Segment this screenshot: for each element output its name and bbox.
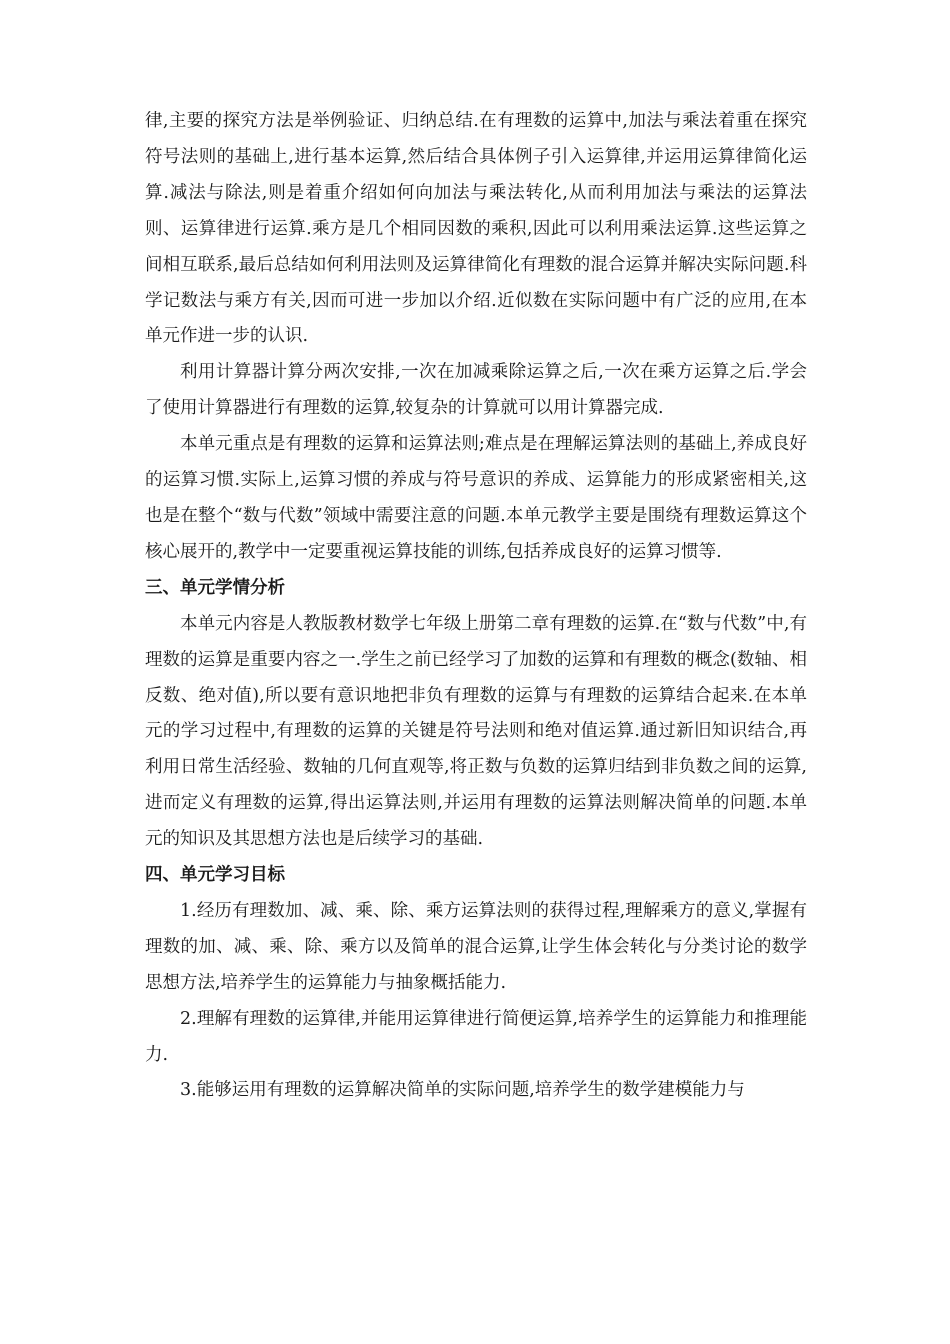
paragraph-key-points: 本单元重点是有理数的运算和运算法则;难点是在理解运算法则的基础上,养成良好的运算习惯.实际上,运算习惯的养成与符号意识的养成、运算能力的形成紧密相关,这也是在整个“数与代数”领域中需要注意的问题.本单元教学主要是围绕有理数运算这个核心展开的,教学中一定要重视运算技能的训练,包括养成良好的运算习惯等. bbox=[145, 434, 807, 562]
paragraph-student-analysis: 本单元内容是人教版教材数学七年级上册第二章有理数的运算.在“数与代数”中,有理数的运算是重要内容之一.学生之前已经学习了加数的运算和有理数的概念(数轴、相反数、绝对值),所以要有意识地把非负有理数的运算与有理数的运算结合起来.在本单元的学习过程中,有理数的运算的关键是符号法则和绝对值运算.通过新旧知识结合,再利用日常生活经验、数轴的几何直观等,将正数与负数的运算归结到非负数之间的运算,进而定义有理数的运算,得出运算法则,并运用有理数的运算法则解决简单的问题.本单元的知识及其思想方法也是后续学习的基础. bbox=[145, 613, 807, 850]
section-heading-learning-goals: 四、单元学习目标 bbox=[145, 865, 285, 886]
goal-item-2: 2.理解有理数的运算律,并能用运算律进行简便运算,培养学生的运算能力和推理能力. bbox=[145, 1008, 807, 1065]
paragraph-calculator: 利用计算器计算分两次安排,一次在加减乘除运算之后,一次在乘方运算之后.学会了使用计算器进行有理数的运算,较复杂的计算就可以用计算器完成. bbox=[145, 362, 807, 419]
goal-item-3: 3.能够运用有理数的运算解决简单的实际问题,培养学生的数学建模能力与 bbox=[180, 1080, 745, 1101]
section-heading-student-analysis: 三、单元学情分析 bbox=[145, 577, 285, 598]
document-page bbox=[145, 104, 807, 1109]
goal-item-1: 1.经历有理数加、减、乘、除、乘方运算法则的获得过程,理解乘方的意义,掌握有理数的加、减、乘、除、乘方以及简单的混合运算,让学生体会转化与分类讨论的数学思想方法,培养学生的运算能力与抽象概括能力. bbox=[145, 900, 807, 993]
paragraph-method-summary: 律,主要的探究方法是举例验证、归纳总结.在有理数的运算中,加法与乘法着重在探究符号法则的基础上,进行基本运算,然后结合具体例子引入运算律,并运用运算律简化运算.减法与除法,则是着重介绍如何向加法与乘法转化,从而利用加法与乘法的运算法则、运算律进行运算.乘方是几个相同因数的乘积,因此可以利用乘法运算.这些运算之间相互联系,最后总结如何利用法则及运算律简化有理数的混合运算并解决实际问题.科学记数法与乘方有关,因而可进一步加以介绍.近似数在实际问题中有广泛的应用,在本单元作进一步的认识. bbox=[145, 111, 807, 347]
